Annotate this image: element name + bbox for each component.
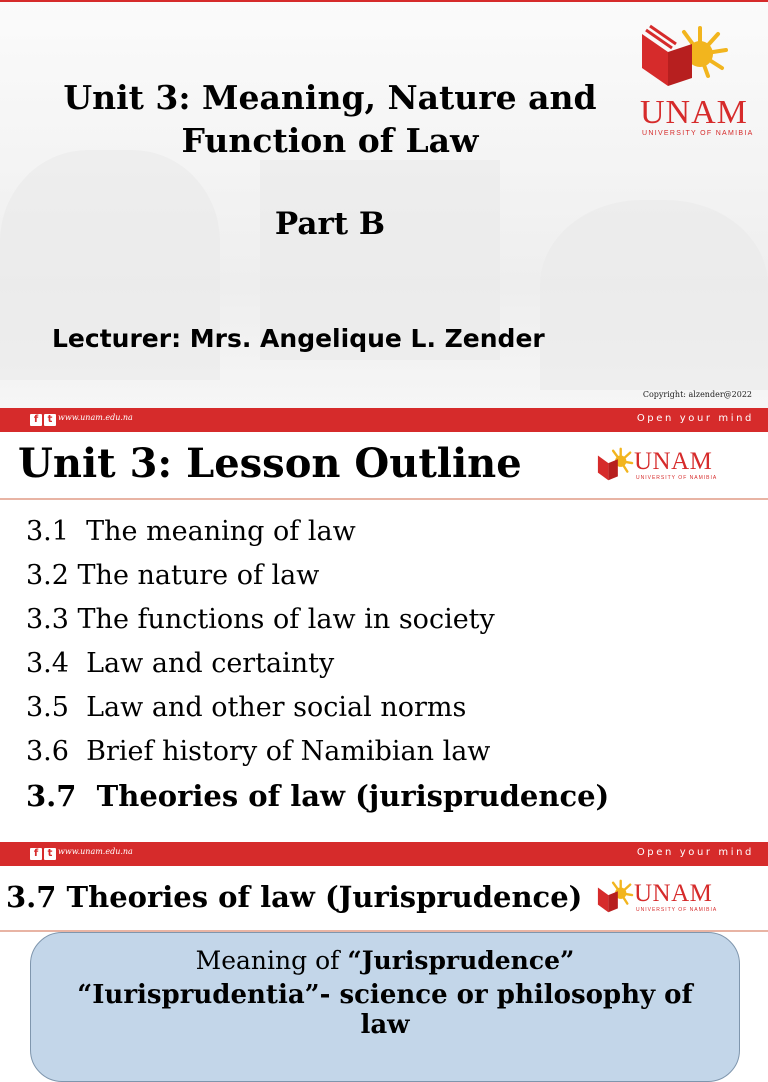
- facebook-icon[interactable]: f: [30, 848, 42, 860]
- top-accent-line: [0, 0, 768, 2]
- meaning-prefix: Meaning of: [195, 946, 340, 975]
- tagline: Open your mind: [636, 847, 754, 858]
- lecturer-name: Lecturer: Mrs. Angelique L. Zender: [52, 324, 545, 353]
- meaning-heading: [30, 946, 740, 975]
- footer-bar: [0, 408, 768, 432]
- list-item: 3.3 The functions of law in society: [26, 604, 495, 635]
- list-item: 3.6 Brief history of Namibian law: [26, 736, 491, 767]
- list-item: 3.1 The meaning of law: [26, 516, 356, 547]
- definition-line2: law: [360, 1010, 410, 1040]
- logo-subtitle: UNIVERSITY OF NAMIBIA: [636, 907, 718, 913]
- title-divider: [0, 498, 768, 500]
- social-icons: [30, 848, 56, 860]
- logo-wordmark: UNAM: [640, 94, 748, 131]
- slide-title: Unit 3: Lesson Outline: [18, 440, 522, 487]
- definition-line1: “Iurisprudentia”- science or philosophy of: [77, 980, 693, 1010]
- slide-title: 3.7 Theories of law (Jurisprudence): [6, 880, 583, 914]
- website-link[interactable]: www.unam.edu.na: [58, 413, 133, 422]
- facebook-icon[interactable]: f: [30, 414, 42, 426]
- slide-title: [30, 76, 630, 162]
- twitter-icon[interactable]: t: [44, 848, 56, 860]
- unam-book-sun-icon: [596, 446, 634, 484]
- copyright-note: Copyright: alzender@2022: [642, 390, 752, 399]
- unam-logo: [596, 878, 726, 918]
- definition-text: [30, 980, 740, 1040]
- logo-subtitle: UNIVERSITY OF NAMIBIA: [636, 475, 718, 481]
- website-link[interactable]: www.unam.edu.na: [58, 847, 133, 856]
- list-item: 3.5 Law and other social norms: [26, 692, 467, 723]
- list-item-current: 3.7 Theories of law (jurisprudence): [26, 779, 610, 813]
- meaning-term: “Jurisprudence”: [347, 946, 575, 975]
- slide-title-line1: Unit 3: Meaning, Nature and: [63, 78, 597, 117]
- unam-book-sun-icon: [596, 878, 634, 916]
- unam-logo: [596, 446, 726, 486]
- logo-wordmark: UNAM: [634, 880, 713, 907]
- outline-list: [26, 510, 609, 818]
- title-slide: [0, 0, 768, 408]
- list-item: 3.4 Law and certainty: [26, 648, 335, 679]
- unam-logo: [638, 22, 758, 142]
- slide-title-line2: Function of Law: [181, 121, 479, 160]
- part-label: Part B: [274, 206, 386, 242]
- logo-wordmark: UNAM: [634, 448, 713, 475]
- tagline: Open your mind: [636, 413, 754, 424]
- theories-slide: [0, 866, 768, 1040]
- social-icons: [30, 414, 56, 426]
- unam-book-sun-icon: [638, 22, 738, 92]
- logo-subtitle: UNIVERSITY OF NAMIBIA: [642, 130, 754, 137]
- footer-bar: [0, 842, 768, 866]
- list-item: 3.2 The nature of law: [26, 560, 320, 591]
- twitter-icon[interactable]: t: [44, 414, 56, 426]
- outline-slide: [0, 432, 768, 814]
